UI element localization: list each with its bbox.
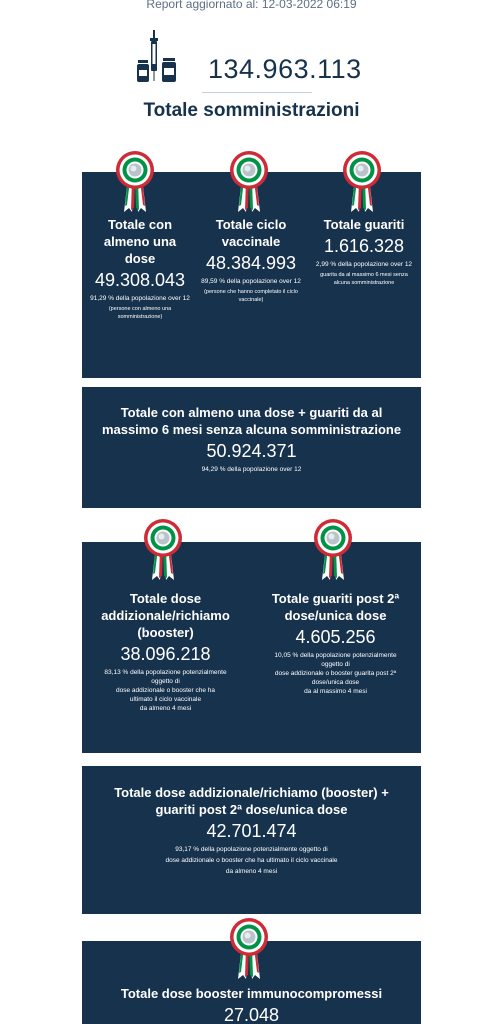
col-note-line: da al massimo 4 mesi [304, 688, 367, 695]
cockade-icon [229, 150, 269, 214]
col-note-line: dose/unica dose [311, 679, 360, 686]
col-note: guarita da al massimo 6 mesi senza alcuna somministrazione [320, 272, 408, 286]
col-value: 4.605.256 [295, 627, 376, 647]
cockade-icon [115, 150, 155, 214]
col-percentage: 2,99 % della popolazione over 12 [315, 261, 413, 268]
panel-booster [82, 542, 421, 753]
col-note-line: oggetto di [151, 678, 180, 685]
col-note-line: oggetto di [321, 661, 350, 668]
panel-note-line: da almeno 4 mesi [225, 868, 278, 875]
panel-content [82, 985, 421, 1024]
report-updated-text: Report aggiornato al: 12-03-2022 06:19 [146, 0, 357, 11]
panel-dose-plus-guariti [82, 387, 421, 508]
total-administrations-value: 134.963.113 [208, 54, 362, 84]
panel-note-line: dose addizionale o booster che ha ultimato il ciclo vaccinale [165, 857, 338, 864]
col-percentage: 91,29 % della popolazione over 12 [90, 295, 190, 302]
cockade-icon [313, 518, 353, 582]
panel-content [82, 404, 421, 475]
panel-content [82, 784, 421, 877]
col-note-line: dose addizionale o booster che ha [115, 687, 216, 694]
col-note-line: ultimato il ciclo vaccinale [129, 696, 202, 703]
col-value: 1.616.328 [323, 236, 405, 256]
col-almeno-una-dose [90, 216, 190, 321]
panel-percentage: 94,29 % della popolazione over 12 [201, 466, 302, 473]
cockade-icon [342, 150, 382, 214]
panel-note-line: 93,17 % della popolazione potenzialmente oggetto di [175, 846, 328, 853]
panel-title: Totale dose booster immunocompromessi [120, 986, 383, 1001]
col-booster [88, 590, 243, 713]
cockade-icon [143, 518, 183, 582]
panel-title: Totale dose addizionale/richiamo (booster) + guariti post 2ª dose/unica dose [114, 785, 389, 817]
cockade-icon [229, 917, 269, 981]
total-header [0, 28, 503, 88]
col-guariti-post [258, 590, 413, 696]
col-title: Totale dose addizionale/richiamo (booster) [101, 591, 230, 640]
col-guariti [314, 216, 414, 287]
col-title: Totale ciclo vaccinale [215, 217, 287, 249]
total-administrations-title: Totale somministrazioni [143, 100, 360, 121]
col-ciclo-vaccinale [201, 216, 301, 304]
col-title: Totale guariti post 2ª dose/unica dose [271, 591, 400, 623]
col-note-line: 10,05 % della popolazione potenzialmente [274, 652, 397, 659]
col-note-line: dose addizionale o booster guarita post 2ª [274, 670, 397, 677]
col-note-line: 83,13 % della popolazione potenzialmente [104, 669, 227, 676]
col-value: 38.096.218 [120, 644, 211, 664]
col-note: (persone che hanno completato il ciclo vaccinale) [204, 289, 298, 303]
col-value: 49.308.043 [94, 270, 186, 290]
col-note: (persone con almeno una somministrazione) [108, 306, 172, 320]
vaccine-icon [136, 30, 180, 84]
panel-value: 27.048 [223, 1005, 280, 1024]
col-note-line: da almeno 4 mesi [139, 705, 192, 712]
col-percentage: 89,59 % della popolazione over 12 [201, 278, 301, 285]
col-value: 48.384.993 [205, 253, 297, 273]
panel-title: Totale con almeno una dose + guariti da al massimo 6 mesi senza alcuna somministrazione [101, 405, 402, 437]
col-title: Totale guariti [323, 217, 405, 232]
panel-booster-plus-guariti [82, 766, 421, 914]
col-title: Totale con almeno una dose [103, 217, 177, 266]
panel-value: 42.701.474 [206, 821, 297, 841]
divider [202, 92, 312, 93]
panel-value: 50.924.371 [206, 441, 297, 461]
